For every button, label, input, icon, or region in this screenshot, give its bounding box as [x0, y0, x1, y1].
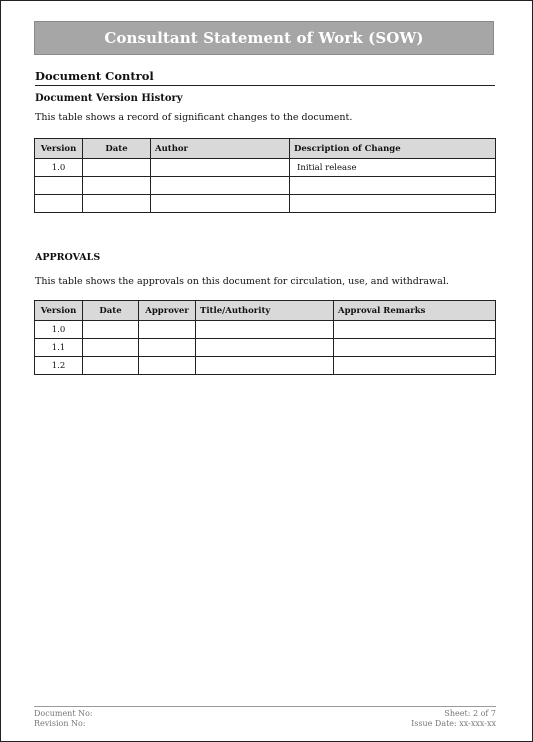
column-header: Date — [83, 301, 139, 321]
column-header: Title/Authority — [196, 301, 334, 321]
issue-date: Issue Date: xx-xxx-xx — [411, 719, 496, 728]
approval-remarks-cell[interactable] — [334, 357, 496, 375]
version-history-description: This table shows a record of significant changes to the document. — [35, 112, 353, 123]
title-authority-cell[interactable] — [196, 339, 334, 357]
version-cell[interactable] — [35, 195, 83, 213]
approval-remarks-cell[interactable] — [334, 339, 496, 357]
column-header: Date — [83, 139, 151, 159]
description-cell[interactable] — [290, 195, 496, 213]
description-cell[interactable] — [290, 177, 496, 195]
version-cell[interactable]: 1.2 — [35, 357, 83, 375]
table-header-row — [35, 301, 496, 321]
column-header: Version — [35, 139, 83, 159]
table-row — [35, 159, 496, 177]
table-header-row — [35, 139, 496, 159]
approver-cell[interactable] — [139, 321, 196, 339]
author-cell[interactable] — [151, 195, 290, 213]
date-cell[interactable] — [83, 339, 139, 357]
table-row — [35, 321, 496, 339]
table-row — [35, 339, 496, 357]
author-cell[interactable] — [151, 159, 290, 177]
table-row — [35, 177, 496, 195]
version-cell[interactable] — [35, 177, 83, 195]
column-header: Description of Change — [290, 139, 496, 159]
column-header: Author — [151, 139, 290, 159]
date-cell[interactable] — [83, 357, 139, 375]
column-header: Approval Remarks — [334, 301, 496, 321]
version-history-heading: Document Version History — [35, 93, 183, 104]
date-cell[interactable] — [83, 195, 151, 213]
title-authority-cell[interactable] — [196, 321, 334, 339]
approvals-description: This table shows the approvals on this document for circulation, use, and withdrawal. — [35, 276, 449, 287]
document-title: Consultant Statement of Work (SOW) — [104, 29, 424, 47]
version-cell[interactable]: 1.1 — [35, 339, 83, 357]
table-row — [35, 357, 496, 375]
column-header: Approver — [139, 301, 196, 321]
date-cell[interactable] — [83, 321, 139, 339]
date-cell[interactable] — [83, 177, 151, 195]
document-number-label: Document No: — [34, 709, 93, 718]
sheet-number: Sheet: 2 of 7 — [444, 709, 496, 718]
approver-cell[interactable] — [139, 357, 196, 375]
page-footer — [34, 706, 496, 729]
author-cell[interactable] — [151, 177, 290, 195]
document-control-heading: Document Control — [35, 69, 495, 86]
title-authority-cell[interactable] — [196, 357, 334, 375]
date-cell[interactable] — [83, 159, 151, 177]
approvals-heading: APPROVALS — [35, 252, 101, 263]
title-banner — [34, 21, 494, 55]
approval-remarks-cell[interactable] — [334, 321, 496, 339]
revision-number-label: Revision No: — [34, 719, 86, 728]
table-row — [35, 195, 496, 213]
approver-cell[interactable] — [139, 339, 196, 357]
approvals-table — [34, 300, 496, 375]
description-cell[interactable]: Initial release — [290, 159, 496, 177]
version-history-table — [34, 138, 496, 213]
version-cell[interactable]: 1.0 — [35, 321, 83, 339]
column-header: Version — [35, 301, 83, 321]
version-cell[interactable]: 1.0 — [35, 159, 83, 177]
